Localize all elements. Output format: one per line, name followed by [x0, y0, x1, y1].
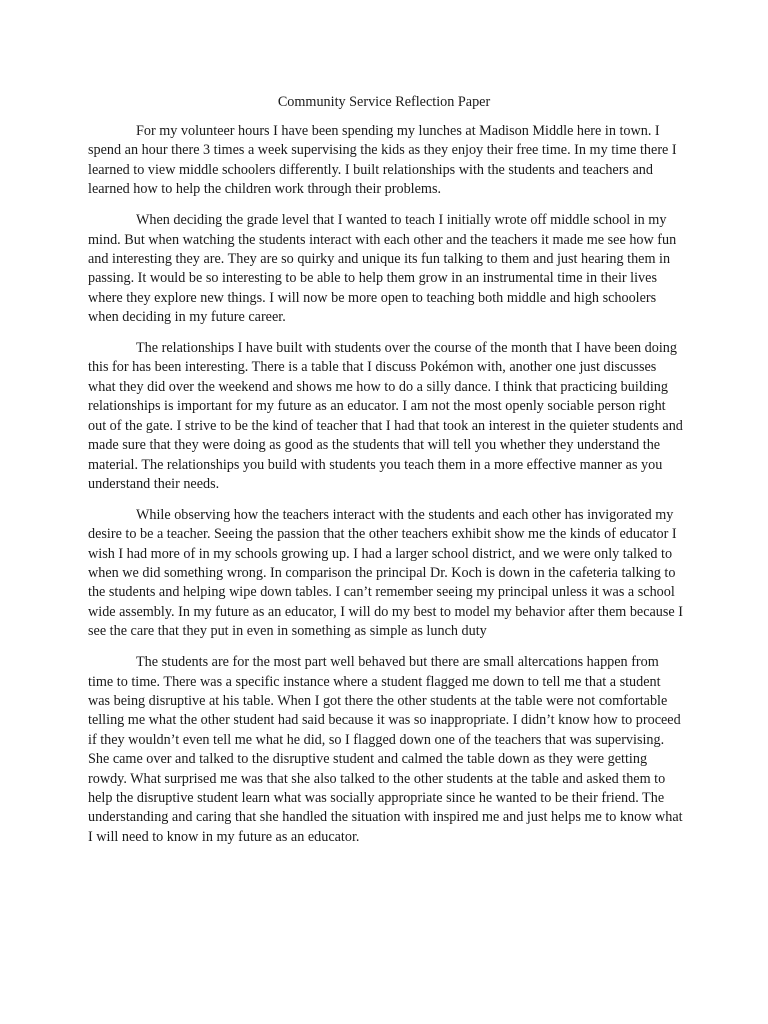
document-body: [88, 122, 684, 859]
paragraph-altercations: The students are for the most part well behaved but there are small altercations happen from time to time. There was a specific instance where a student flagged me down to tell me that a student was being disruptive at his table. When I got there the other students at the table were not comfortable telling me what the other student had said because it was so inappropriate. I didn’t know how to proceed if they wouldn’t even tell me what he did, so I flagged down one of the teachers that was supervising. She came over and talked to the disruptive student and calmed the table down as they were getting rowdy. What surprised me was that she also talked to the other students at the table and asked them to help the disruptive student learn what was socially appropriate since he wanted to be their friend. The understanding and caring that she handled the situation with inspired me and just helps me to know what I will need to know in my future as an educator.: [88, 654, 683, 845]
paragraph-observing-teachers: While observing how the teachers interact with the students and each other has invigorated my desire to be a teacher. Seeing the passion that the other teachers exhibit show me the kinds of educator I wish I had more of in my schools growing up. I had a larger school district, and we were only talked to when we did something wrong. In comparison the principal Dr. Koch is down in the cafeteria talking to the students and helping wipe down tables. I can’t remember seeing my principal unless it was a school wide assembly. In my future as an educator, I will do my best to model my behavior after them because I see the care that they put in even in something as simple as lunch duty: [88, 506, 683, 640]
page-title: Community Service Reflection Paper: [277, 94, 491, 110]
paragraph-grade-level: When deciding the grade level that I wanted to teach I initially wrote off middle school in my mind. But when watching the students interact with each other and the teachers it made me see how fun and interesting they are. They are so quirky and unique its fun talking to them and just hearing them in passing. It would be so interesting to be able to help them grow in an instrumental time in their lives where they explore new things. I will now be more open to teaching both middle and high schoolers when deciding in my future career.: [88, 212, 677, 326]
paragraph-volunteer-hours: For my volunteer hours I have been spending my lunches at Madison Middle here in town. I spend an hour there 3 times a week supervising the kids as they enjoy their free time. In my time there I learned to view middle schoolers differently. I built relationships with the students and teachers and learned how to help the children work through their problems.: [88, 123, 677, 198]
paragraph-relationships: The relationships I have built with students over the course of the month that I have been doing this for has been interesting. There is a table that I discuss Pokémon with, another one just discusses what they did over the weekend and shows me how to do a silly dance. I think that practicing building relationships is important for my future as an educator. I am not the most openly sociable person right out of the gate. I strive to be the kind of teacher that I had that took an interest in the quieter students and made sure that they were doing as good as the students that will tell you whether they understand the material. The relationships you build with students you teach them in a more effective manner as you understand their needs.: [88, 340, 683, 492]
